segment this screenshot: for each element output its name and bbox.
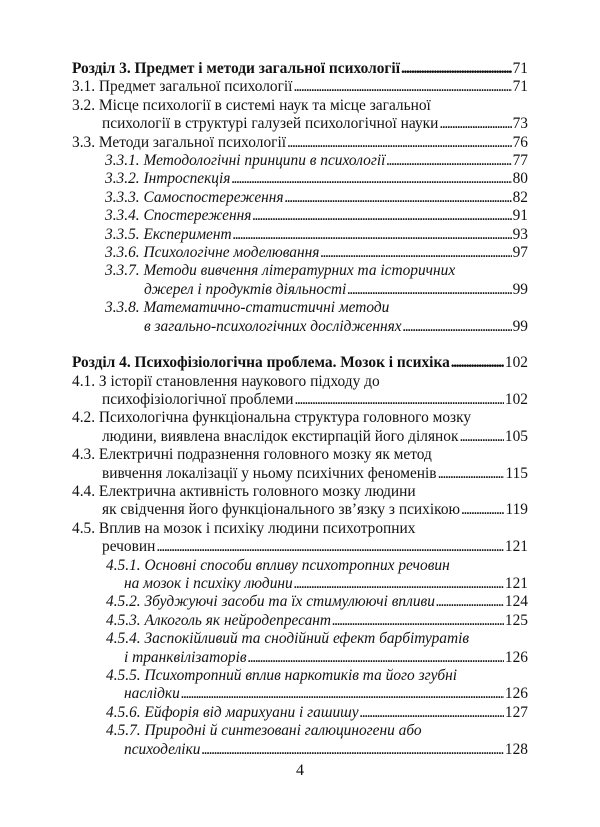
toc-entry-4-5-line1: 4.5. Вплив на мозок і психіку людини психотропних	[72, 519, 416, 537]
toc-section-3	[72, 60, 528, 78]
toc-entry-title: 4.5.2. Збуджуючі засоби та їх стимулюючі впливи	[106, 593, 435, 611]
toc-entry-3-3-6	[72, 244, 528, 262]
toc-page-number: 102	[504, 390, 528, 408]
toc-entry-4-5-4-line1: 4.5.4. Заспокійливий та снодійний ефект барбітуратів	[106, 630, 470, 648]
toc-page-number: 121	[504, 538, 528, 556]
toc-entry-title: як свідчення його функціонального зв’язку з психікою	[102, 501, 461, 519]
dot-leader	[451, 354, 504, 372]
dot-leader	[156, 538, 504, 556]
toc-entry-3-3-7	[72, 281, 528, 299]
toc-page-number: 99	[512, 280, 528, 298]
toc-page-number: 119	[505, 501, 528, 519]
dot-leader	[403, 318, 512, 336]
toc-entry-4-5-6	[72, 704, 528, 722]
toc-page-number: 76	[512, 133, 528, 151]
toc-page-number: 73	[512, 115, 528, 133]
dot-leader	[252, 207, 511, 225]
dot-leader	[287, 134, 512, 152]
dot-leader	[285, 189, 512, 207]
dot-leader	[201, 741, 503, 759]
toc-entry-title: вивчення локалізації у ньому психічних феноменів	[102, 464, 437, 482]
toc-entry-title: 3.3.4. Спостереження	[105, 207, 252, 225]
dot-leader	[231, 170, 511, 188]
toc-entry-3-3-7-line1: 3.3.7. Методи вивчення літературних та історичних	[105, 262, 456, 280]
dot-leader	[439, 115, 511, 133]
toc-entry-title: психології в структурі галузей психологічної науки	[102, 115, 439, 133]
toc-entry-3-3-8-line1: 3.3.8. Математично-статистичні методи	[105, 299, 390, 317]
table-of-contents	[72, 60, 528, 759]
toc-entry-4-3	[72, 465, 528, 483]
toc-entry-4-5-7-line1: 4.5.7. Природні й синтезовані галюциногени або	[106, 722, 422, 740]
toc-page-number: 71	[512, 60, 528, 77]
toc-entry-4-2	[72, 428, 528, 446]
toc-entry-3-2	[72, 115, 528, 133]
toc-entry-3-3	[72, 134, 528, 152]
toc-entry-title: психоделіки	[124, 740, 201, 758]
toc-entry-3-3-4	[72, 207, 528, 225]
dot-leader	[293, 78, 511, 96]
toc-entry-3-3-1	[72, 152, 528, 170]
dot-leader	[233, 226, 512, 244]
toc-page-number: 93	[512, 225, 528, 243]
page-number: 4	[296, 762, 304, 779]
toc-page-number: 127	[504, 703, 528, 721]
toc-entry-4-5-4	[72, 649, 528, 667]
toc-entry-3-3-3	[72, 189, 528, 207]
dot-leader	[438, 465, 505, 483]
toc-entry-3-3-2	[72, 170, 528, 188]
toc-entry-4-2-line1: 4.2. Психологічна функціональна структура головного мозку	[72, 409, 472, 427]
toc-entry-3-3-5	[72, 226, 528, 244]
section-gap	[72, 336, 528, 354]
toc-entry-title: наслідки	[124, 685, 180, 703]
toc-page-number: 80	[512, 170, 528, 188]
toc-entry-4-5-1	[72, 575, 528, 593]
toc-entry-4-5-3	[72, 612, 528, 630]
toc-entry-title: 3.3.6. Психологічне моделювання	[105, 244, 320, 262]
toc-entry-4-5-1-line1: 4.5.1. Основні способи впливу психотропних речовин	[106, 556, 450, 574]
toc-page-number: 102	[504, 354, 528, 372]
toc-page-number: 99	[512, 317, 528, 335]
toc-entry-title: речовин	[102, 538, 156, 556]
dot-leader	[436, 593, 504, 611]
toc-entry-4-4-line1: 4.4. Електрична активність головного мозку людини	[72, 482, 416, 500]
toc-entry-title: в загально-психологічних дослідженнях	[144, 317, 402, 335]
toc-entry-4-5	[72, 538, 528, 556]
toc-entry-title: Розділ 4. Психофізіологічна проблема. Мозок і психіка	[72, 354, 450, 372]
dot-leader	[320, 244, 511, 262]
toc-entry-title: 3.3.1. Методологічні принципи в психології	[105, 152, 386, 170]
toc-page-number: 82	[512, 188, 528, 206]
toc-page-number: 126	[504, 648, 528, 666]
toc-entry-3-2-line1: 3.2. Місце психології в системі наук та місце загальної	[72, 96, 431, 114]
toc-entry-title: 4.5.6. Ейфорія від марихуани і гашишу	[106, 703, 359, 721]
toc-entry-title: 3.3.5. Експеримент	[105, 225, 232, 243]
toc-entry-4-5-2	[72, 593, 528, 611]
toc-entry-4-3-line1: 4.3. Електричні подразнення головного мозку як метод	[72, 446, 432, 464]
toc-entry-4-4	[72, 501, 528, 519]
toc-entry-title: людини, виявлена внаслідок екстирпацій його ділянок	[102, 427, 459, 445]
toc-page-number: 91	[512, 207, 528, 225]
toc-entry-4-5-7	[72, 741, 528, 759]
dot-leader	[332, 612, 504, 630]
toc-entry-4-5-5-line1: 4.5.5. Психотропний вплив наркотиків та його згубні	[106, 667, 458, 684]
toc-page-number: 126	[504, 685, 528, 703]
toc-page-number: 121	[504, 574, 528, 592]
toc-entry-4-5-5	[72, 685, 528, 703]
dot-leader	[248, 649, 504, 667]
toc-entry-3-3-8	[72, 318, 528, 336]
toc-entry-title: Розділ 3. Предмет і методи загальної психології	[72, 60, 400, 77]
toc-entry-4-1-line1: 4.1. З історії становлення наукового підходу до	[72, 372, 380, 390]
toc-entry-title: 3.3.2. Інтроспекція	[105, 170, 231, 188]
toc-entry-title: 3.3. Методи загальної психології	[72, 133, 287, 151]
toc-entry-title: 4.5.3. Алкоголь як нейродепресант	[106, 611, 332, 629]
dot-leader	[181, 685, 504, 703]
toc-page-number: 97	[512, 244, 528, 262]
toc-page-number: 105	[504, 427, 528, 445]
dot-leader	[386, 152, 511, 170]
toc-page-number: 71	[512, 78, 528, 96]
toc-page-number: 115	[505, 464, 528, 482]
toc-entry-title: 3.3.3. Самоспостереження	[105, 188, 284, 206]
toc-entry-4-1	[72, 391, 528, 409]
dot-leader	[294, 575, 504, 593]
toc-entry-title: джерел і продуктів діяльності	[144, 280, 347, 298]
toc-page-number: 128	[504, 740, 528, 758]
dot-leader	[459, 428, 503, 446]
toc-entry-title: психофізіологічної проблеми	[102, 390, 294, 408]
toc-section-4	[72, 354, 528, 372]
dot-leader	[461, 501, 504, 519]
toc-page-number: 77	[512, 152, 528, 170]
toc-entry-3-1	[72, 78, 528, 96]
dot-leader	[360, 704, 504, 722]
toc-entry-title: 3.1. Предмет загальної психології	[72, 78, 293, 96]
dot-leader	[401, 60, 512, 78]
dot-leader	[295, 391, 504, 409]
toc-entry-title: і транквілізаторів	[124, 648, 247, 666]
toc-page-number: 124	[504, 593, 528, 611]
dot-leader	[347, 281, 511, 299]
toc-entry-title: на мозок і психіку людини	[124, 574, 293, 592]
toc-page-number: 125	[504, 611, 528, 629]
